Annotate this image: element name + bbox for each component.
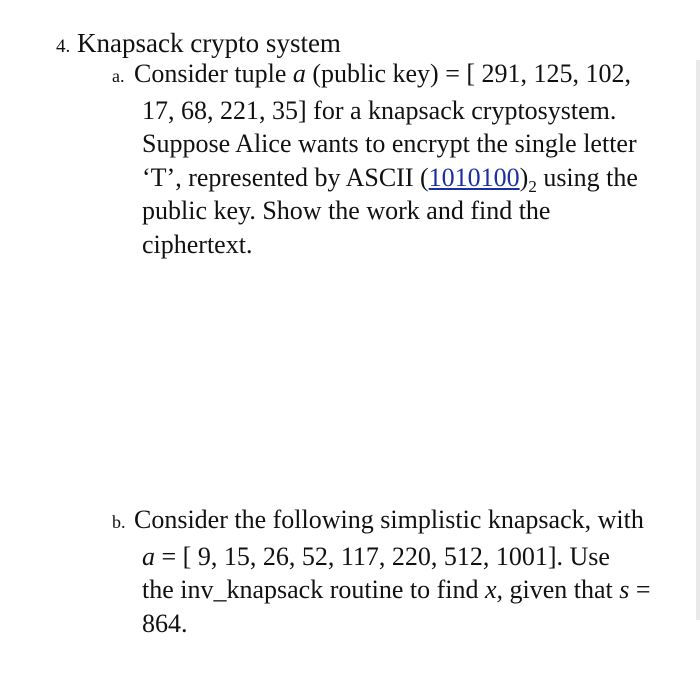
part-a-text: ) [519,162,529,192]
part-b-line-3 [112,573,651,607]
part-b-marker: b. [112,512,126,532]
part-b-line-2 [112,540,651,574]
part-a-line-5: public key. Show the work and find the [142,196,551,225]
part-b-line-1 [112,503,651,540]
part-a-marker: a. [112,66,125,86]
part-b-text: = [ 9, 15, 26, 52, 117, 220, 512, 1001]. Use [155,541,610,571]
question-number: 4. [56,36,71,57]
variable-a: a [142,541,155,571]
variable-a: a [292,59,306,88]
ascii-binary-link[interactable]: 1010100 [428,162,520,192]
part-a-line-3: Suppose Alice wants to encrypt the single letter [142,129,637,158]
part-a-line-1 [112,57,638,94]
part-a-line-2: 17, 68, 221, 35] for a knapsack cryptosystem. [142,95,617,125]
part-a-line-4 [112,161,638,195]
variable-x: x, [484,575,504,604]
part-a-text: Consider tuple [134,59,293,88]
scrollbar-edge[interactable] [696,60,700,620]
part-a [112,57,638,261]
part-a-text: ‘T’, represented by ASCII ( [142,162,429,192]
part-a-text: (public key) = [ 291, 125, 102, [305,59,632,88]
base-subscript: 2 [528,176,537,196]
question-title: Knapsack crypto system [77,28,341,58]
variable-s: s [619,575,630,604]
part-b-text: Consider the following simplistic knapsack, with [134,505,644,534]
part-b [112,503,651,640]
part-b-text: = [629,575,651,604]
part-a-text: using the [536,162,638,192]
part-a-line-6: ciphertext. [142,229,253,259]
part-b-text: the inv_knapsack routine to find [142,575,485,604]
part-b-line-4: 864. [142,608,188,638]
part-b-text: given that [503,575,620,604]
